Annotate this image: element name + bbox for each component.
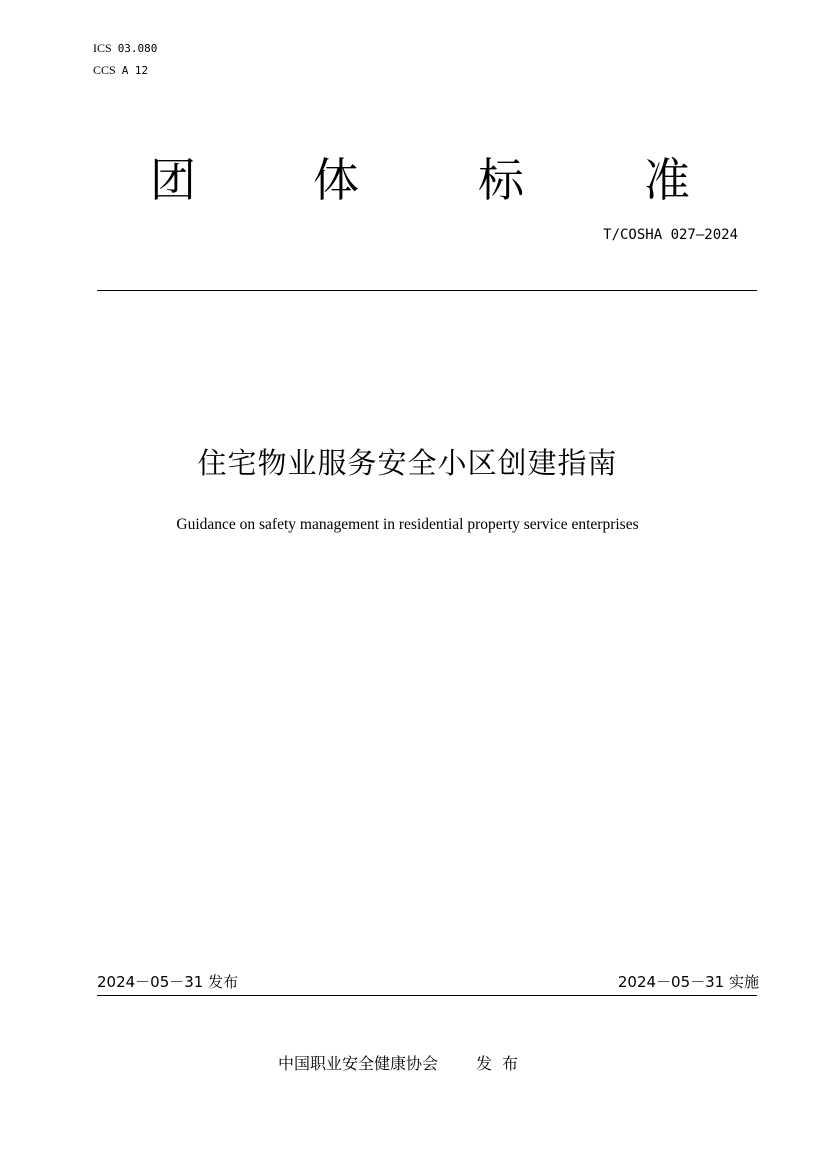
publisher-name: 中国职业安全健康协会	[278, 1054, 439, 1073]
standard-code: T/COSHA 027—2024	[603, 227, 738, 243]
implementation-date: 2024－05－31 实施	[617, 973, 759, 991]
bottom-divider	[97, 995, 757, 996]
standard-type-char-2: 体	[313, 153, 359, 207]
standard-type-char-4: 准	[644, 153, 690, 207]
ccs-label: CCS	[93, 63, 116, 77]
ccs-classification	[93, 63, 148, 78]
standard-type-char-1: 团	[150, 153, 196, 207]
publisher-action: 发布	[476, 1054, 529, 1073]
document-title-chinese: 住宅物业服务安全小区创建指南	[197, 446, 618, 480]
ics-value: 03.080	[117, 42, 158, 55]
ics-label: ICS	[93, 41, 112, 55]
publisher-line	[278, 1052, 528, 1076]
standard-type-char-3: 标	[478, 153, 524, 207]
issue-date: 2024－05－31 发布	[97, 973, 239, 991]
ics-classification	[93, 41, 157, 56]
top-divider	[97, 290, 757, 291]
document-title-english: Guidance on safety management in residential property service enterprises	[176, 516, 639, 533]
ccs-value: A 12	[121, 64, 149, 77]
